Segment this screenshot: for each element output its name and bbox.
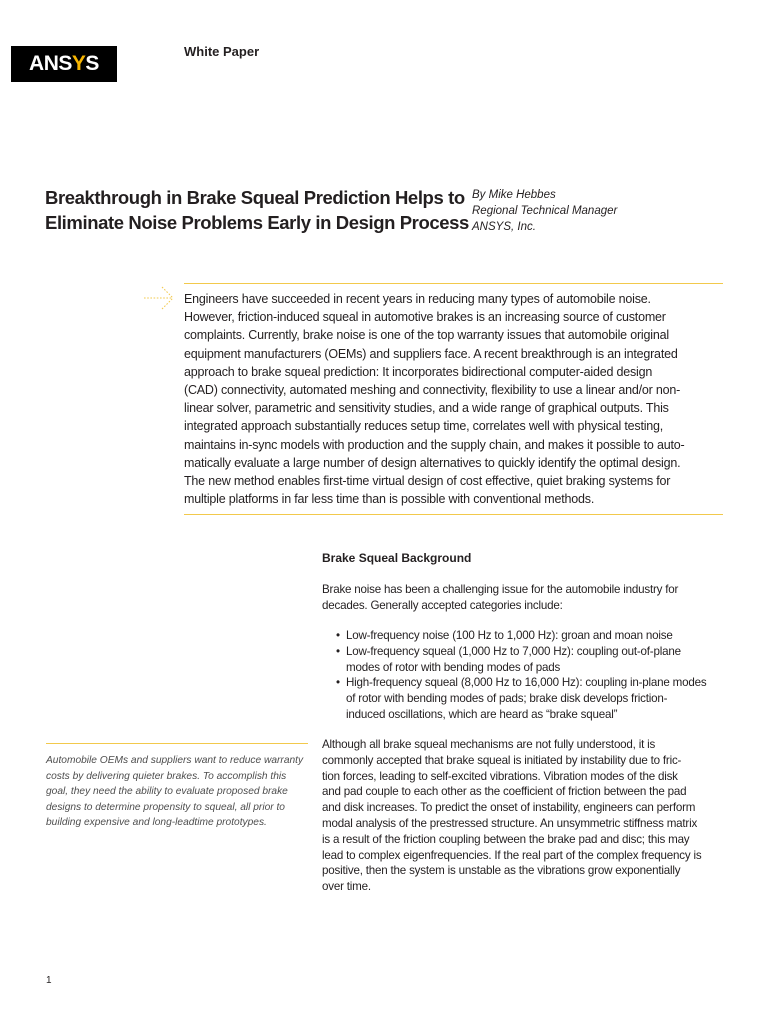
- page-title: [45, 185, 470, 235]
- bullet-icon: •: [336, 676, 340, 690]
- logo-wordmark: ANSYS: [29, 52, 99, 75]
- section-intro-paragraph: Brake noise has been a challenging issue for the automobile industry for decades. Generally accepted categories include:: [322, 583, 679, 612]
- ansys-logo: [11, 46, 117, 82]
- chevron-arrow-icon: [144, 285, 176, 311]
- pullquote-divider: [46, 743, 308, 744]
- title-line: Breakthrough in Brake Squeal Prediction Helps to: [45, 187, 465, 208]
- section-body-paragraph: Although all brake squeal mechanisms are not fully understood, it is commonly accepted that brake squeal is initiated by instability due to fric- tion forces, leading to self-excited vibrations. Vibration modes of the disk and pad couple to each other as the coefficient of friction between the pad and disk increases. To predict the onset of instability, engineers can perform modal analysis of the prestressed structure. An unsymmetric stiffness matrix is a result of the friction coupling between the brake pad and disc; this may lead to complex eigenfrequencies. If the real part of the complex frequency is positive, then the system is unstable as the vibrations grow exponentially over time.: [322, 738, 702, 894]
- abstract-top-divider: [184, 283, 723, 284]
- list-item: • High-frequency squeal (8,000 Hz to 16,000 Hz): coupling in-plane modes of rotor with bending modes of pads; brake disk develops friction- induced oscillations, which are heard as “brake squeal”: [336, 676, 707, 721]
- author-role: Regional Technical Manager: [472, 205, 618, 217]
- pullquote: Automobile OEMs and suppliers want to reduce warranty costs by delivering quieter brakes. To accomplish this goal, they need the ability to evaluate proposed brake designs to determine propensity to squeal, all prior to building expensive and long-leadtime prototypes.: [46, 755, 304, 829]
- byline: [472, 187, 617, 235]
- abstract-paragraph: Engineers have succeeded in recent years in reducing many types of automobile noise. However, friction-induced squeal in automotive brakes is an increasing source of customer complaints. Currently, brake noise is one of the top warranty issues that automobile original equipment manufacturers (OEMs) and suppliers face. A recent breakthrough is an integrated approach to brake squeal prediction: It incorporates bidirectional computer-aided design (CAD) connectivity, automated meshing and connectivity, flexibility to use a linear and/or non- linear solver, parametric and sensitivity studies, and a wide range of graphical outputs. This integrated approach substantially reduces setup time, correlates well with physical testing, maintains in-sync models with production and the supply chain, and makes it possible to auto- matically evaluate a large number of design alternatives to quickly identify the optimal design. The new method enables first-time virtual design of cost effective, quiet braking systems for multiple platforms in far less time than is possible with conventional methods.: [184, 292, 685, 507]
- bullet-icon: •: [336, 644, 340, 658]
- author-name: By Mike Hebbes: [472, 189, 556, 201]
- document-type-label: White Paper: [184, 44, 260, 59]
- author-company: ANSYS, Inc.: [472, 221, 536, 233]
- page-number: 1: [46, 975, 52, 986]
- list-item: • Low-frequency squeal (1,000 Hz to 7,000 Hz): coupling out-of-plane modes of rotor with bending modes of pads: [336, 644, 681, 674]
- list-item: • Low-frequency noise (100 Hz to 1,000 Hz): groan and moan noise: [336, 629, 673, 642]
- title-line: Eliminate Noise Problems Early in Design Process: [45, 212, 469, 233]
- section-heading: Brake Squeal Background: [322, 551, 472, 565]
- noise-category-list: [322, 628, 727, 723]
- bullet-icon: •: [336, 629, 340, 642]
- abstract-bottom-divider: [184, 514, 723, 515]
